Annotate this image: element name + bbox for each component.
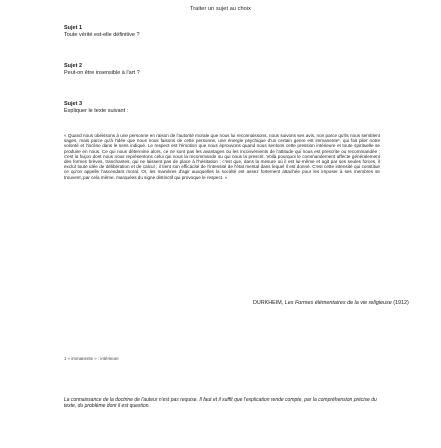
subject-1-question: Toute vérité est-elle définitive ?: [64, 32, 140, 38]
attribution-title: Les Formes élémentaires de la vie religieuse: [284, 300, 392, 306]
subject-1-label: Sujet 1: [64, 25, 83, 31]
subject-2-label: Sujet 2: [64, 63, 83, 69]
quote-attribution: [253, 300, 409, 306]
instruction-heading: Traiter un sujet au choix: [190, 6, 251, 12]
quoted-text: « Quand nous obéissons à une personne en raison de l'autorité morale que nous lui reconnaissons, nous suivons ses avis, non parce qu'ils nous semblent sages, mais parce qu'à l'idée que nous nous faisons de cette personne, une énergie psychique d'un certain genre est immanente¹, qui fait plier notre volonté et l'incline dans le sens indiqué. Le respect est l'émotion que nous éprouvons quand nous sentons cette pression intérieure et toute spirituelle se produire en nous. Ce qui nous détermine alors, ce ne sont pas les avantages ou les inconvénients de l'attitude qui nous est prescrite ou recommandée ; c'est la façon dont nous nous représentons celui qui nous la recommande ou qui nous la prescrit. Voilà pourquoi le commandement affecte généralement des formes brèves, tranchantes, qui ne laissent pas de place à l'hésitation ; c'est que, dans la mesure où il est lui-même et agit par ses seules forces, il exclut toute idée de délibération et de calcul ; il tient son efficacité de l'intensité de l'état mental dans lequel il est donné. C'est cette intensité qui constitue ce qu'on appelle l'ascendant moral. Or, les manières d'agir auxquelles la société est assez fortement attachée pour les imposer à ses membres se trouvent, par cela même, marquées du signe distinctif qui provoque le respect. »: [64, 133, 380, 180]
subject-3-label: Sujet 3: [64, 101, 83, 107]
subject-3-question: Expliquer le texte suivant :: [64, 108, 129, 114]
attribution-year: (1912): [391, 300, 409, 306]
subject-2-question: Peut-on être insensible à l'art ?: [64, 70, 140, 76]
attribution-author: DURKHEIM,: [253, 300, 285, 306]
footnote: 1 « immanente » : intérieure: [64, 356, 119, 361]
bottom-note: La connaissance de la doctrine de l'auteur n'est pas requise. Il faut et il suffit que l'explication rende compte, par la compréhension précise du texte, du problème dont il est question.: [64, 397, 377, 410]
